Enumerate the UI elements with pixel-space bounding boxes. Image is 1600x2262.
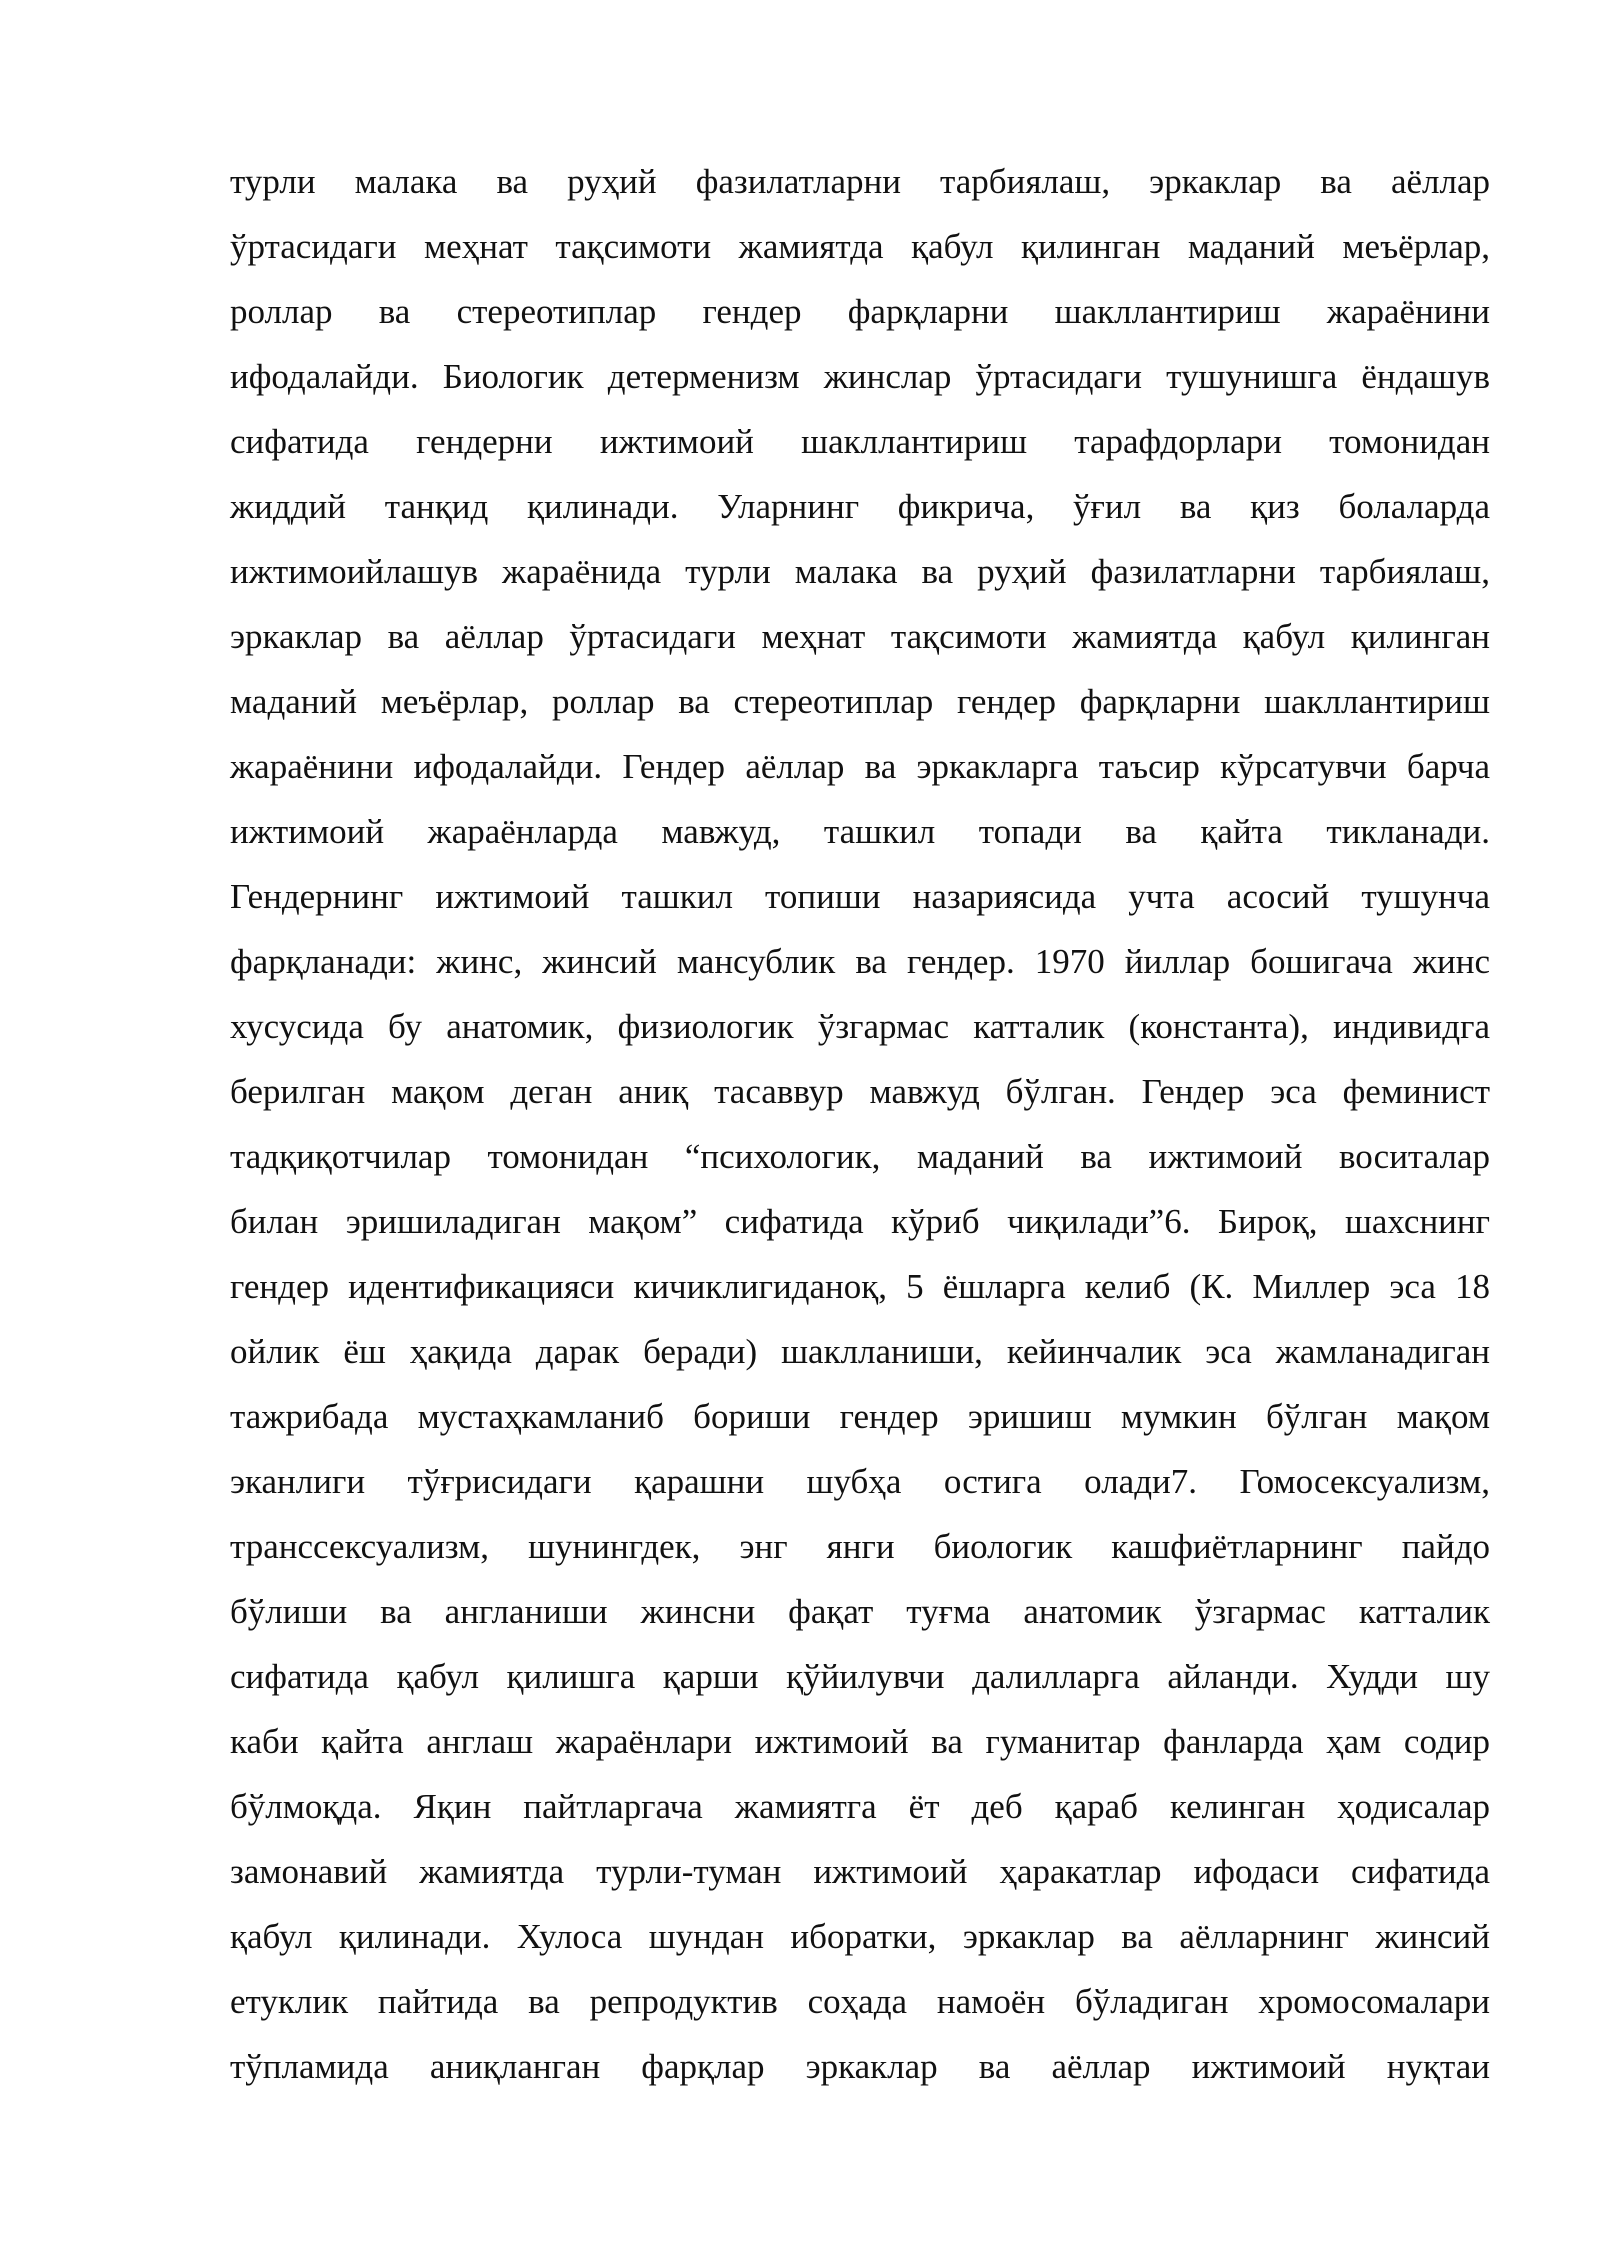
text-line: билан эришиладиган мақом” сифатида кўриб чиқилади”6. Бироқ, шахснинг xyxy=(230,1202,1490,1241)
text-line: бўлмоқда. Яқин пайтларгача жамиятга ёт деб қараб келинган ҳодисалар xyxy=(230,1787,1490,1826)
text-line: бўлиши ва англаниши жинсни фақат туғма анатомик ўзгармас катталик xyxy=(230,1592,1490,1631)
text-line: тўпламида аниқланган фарқлар эркаклар ва аёллар ижтимоий нуқтаи xyxy=(230,2047,1490,2086)
text-line: фарқланади: жинс, жинсий мансублик ва гендер. 1970 йиллар бошигача жинс xyxy=(230,942,1490,981)
text-line: хусусида бу анатомик, физиологик ўзгармас катталик (константа), индивидга xyxy=(230,1007,1490,1046)
text-line: қабул қилинади. Хулоса шундан иборатки, эркаклар ва аёлларнинг жинсий xyxy=(230,1917,1490,1956)
body-paragraph xyxy=(230,149,1490,2099)
text-line: ойлик ёш ҳақида дарак беради) шаклланиши, кейинчалик эса жамланадиган xyxy=(230,1332,1490,1371)
text-line: турли малака ва руҳий фазилатларни тарбиялаш, эркаклар ва аёллар xyxy=(230,162,1490,201)
text-line: тадқиқотчилар томонидан “психологик, маданий ва ижтимоий воситалар xyxy=(230,1137,1490,1176)
text-line: Гендернинг ижтимоий ташкил топиши назариясида учта асосий тушунча xyxy=(230,877,1490,916)
text-line: сифатида гендерни ижтимоий шакллантириш тарафдорлари томонидан xyxy=(230,422,1490,461)
text-line: каби қайта англаш жараёнлари ижтимоий ва гуманитар фанларда ҳам содир xyxy=(230,1722,1490,1761)
text-line: ўртасидаги меҳнат тақсимоти жамиятда қабул қилинган маданий меъёрлар, xyxy=(230,227,1490,266)
text-line: ижтимоийлашув жараёнида турли малака ва руҳий фазилатларни тарбиялаш, xyxy=(230,552,1490,591)
text-line: маданий меъёрлар, роллар ва стереотиплар гендер фарқларни шакллантириш xyxy=(230,682,1490,721)
text-line: берилган мақом деган аниқ тасаввур мавжуд бўлган. Гендер эса феминист xyxy=(230,1072,1490,1111)
text-line: эркаклар ва аёллар ўртасидаги меҳнат тақсимоти жамиятда қабул қилинган xyxy=(230,617,1490,656)
text-line: транссексуализм, шунингдек, энг янги биологик кашфиётларнинг пайдо xyxy=(230,1527,1490,1566)
text-line: жараёнини ифодалайди. Гендер аёллар ва эркакларга таъсир кўрсатувчи барча xyxy=(230,747,1490,786)
text-line: эканлиги тўғрисидаги қарашни шубҳа остига олади7. Гомосексуализм, xyxy=(230,1462,1490,1501)
text-line: замонавий жамиятда турли-туман ижтимоий ҳаракатлар ифодаси сифатида xyxy=(230,1852,1490,1891)
text-line: ижтимоий жараёнларда мавжуд, ташкил топади ва қайта тикланади. xyxy=(230,812,1490,851)
text-line: тажрибада мустаҳкамланиб бориши гендер эришиш мумкин бўлган мақом xyxy=(230,1397,1490,1436)
text-line: гендер идентификацияси кичиклигиданоқ, 5 ёшларга келиб (К. Миллер эса 18 xyxy=(230,1267,1490,1306)
text-line: сифатида қабул қилишга қарши қўйилувчи далилларга айланди. Худди шу xyxy=(230,1657,1490,1696)
text-line: ифодалайди. Биологик детерменизм жинслар ўртасидаги тушунишга ёндашув xyxy=(230,357,1490,396)
text-line: жиддий танқид қилинади. Уларнинг фикрича, ўғил ва қиз болаларда xyxy=(230,487,1490,526)
text-line: роллар ва стереотиплар гендер фарқларни шакллантириш жараёнини xyxy=(230,292,1490,331)
text-line: етуклик пайтида ва репродуктив соҳада намоён бўладиган хромосомалари xyxy=(230,1982,1490,2021)
